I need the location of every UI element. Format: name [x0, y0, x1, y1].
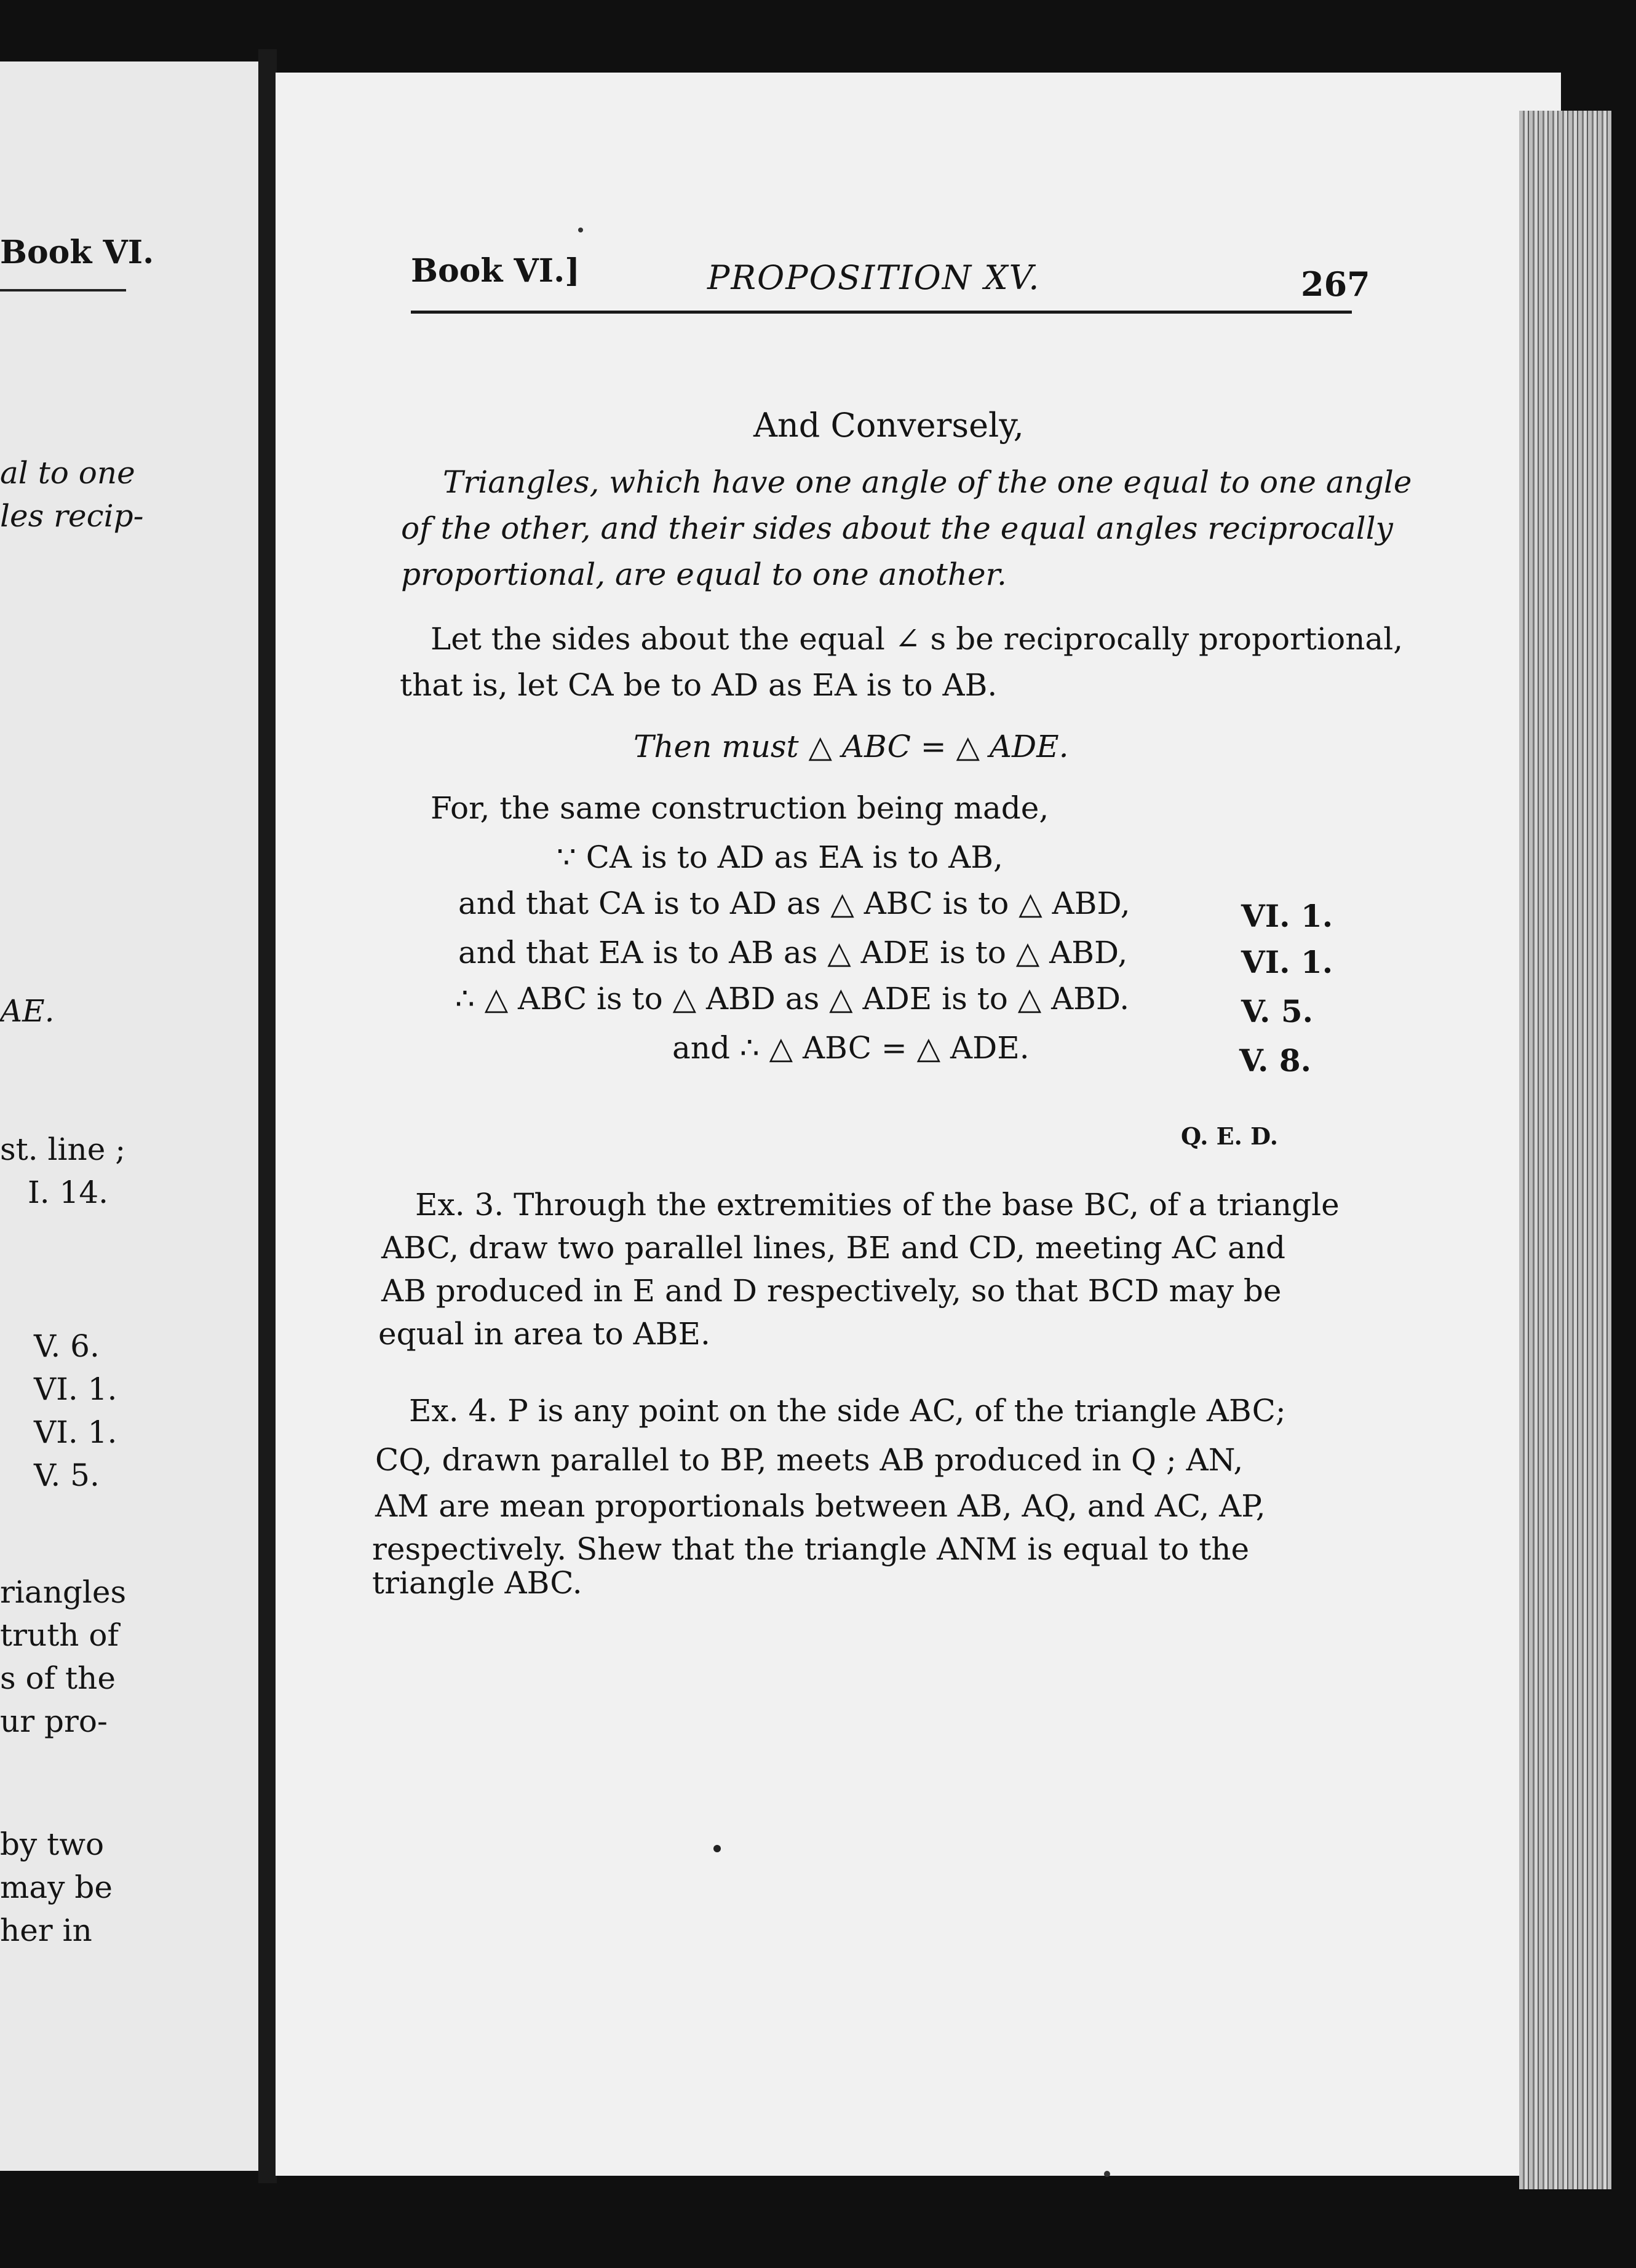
proof-step-reference: V. 5.: [1241, 993, 1314, 1029]
proof-step-reference: VI. 1.: [1241, 898, 1333, 934]
exercise-3-line: ABC, draw two parallel lines, BE and CD, meeting AC and: [381, 1230, 1285, 1266]
exercise-3-line: AB produced in E and D respectively, so that BCD may be: [381, 1273, 1282, 1309]
converse-heading: And Conversely,: [753, 406, 1024, 445]
exercise-3-line: equal in area to ABE.: [378, 1316, 710, 1352]
running-header-book: Book VI.]: [411, 252, 580, 290]
proof-step-reference: VI. 1.: [1241, 944, 1333, 980]
exercise-4-line: CQ, drawn parallel to BP, meets AB produced in Q ; AN,: [375, 1442, 1244, 1478]
exercise-4-line: respectively. Shew that the triangle ANM is equal to the: [372, 1531, 1250, 1567]
left-line: AE.: [0, 993, 55, 1029]
left-page-header: Book VI.: [0, 234, 154, 271]
proof-step: ∵ CA is to AD as EA is to AB,: [557, 839, 1003, 875]
speck: [578, 228, 583, 232]
main-page: [276, 73, 1561, 2176]
enunciation-line: proportional, are equal to one another.: [401, 557, 1007, 592]
left-line: her in: [0, 1913, 92, 1948]
left-line: riangles: [0, 1574, 127, 1610]
exercise-4-line: triangle ABC.: [372, 1565, 582, 1601]
left-line: by two: [0, 1826, 105, 1862]
proof-for-line: For, the same construction being made,: [431, 790, 1049, 826]
page-edge: [1519, 111, 1611, 2189]
proof-step: ∴ △ ABC is to △ ABD as △ ADE is to △ ABD.: [455, 981, 1130, 1017]
header-rule: [411, 311, 1352, 314]
left-line: V. 5.: [34, 1457, 100, 1493]
left-line: V. 6.: [34, 1328, 100, 1364]
left-line: I. 14.: [28, 1175, 109, 1210]
left-line: truth of: [0, 1617, 119, 1653]
book-gutter: [258, 49, 277, 2183]
qed: Q. E. D.: [1181, 1122, 1278, 1150]
left-page: [0, 61, 258, 2171]
proof-step-reference: V. 8.: [1239, 1042, 1312, 1079]
left-line: ur pro-: [0, 1703, 108, 1739]
enunciation-line: Triangles, which have one angle of the one equal to one angle: [443, 464, 1412, 500]
speck: [713, 1845, 721, 1852]
left-header-rule: [0, 289, 126, 291]
left-line: VI. 1.: [34, 1414, 117, 1450]
left-line: may be: [0, 1870, 113, 1905]
left-line: VI. 1.: [34, 1371, 117, 1407]
proof-intro-line: that is, let CA be to AD as EA is to AB.: [400, 667, 998, 703]
left-line: s of the: [0, 1660, 116, 1696]
proof-intro-line: Let the sides about the equal ∠ s be reciprocally proportional,: [431, 621, 1404, 657]
proof-step: and that CA is to AD as △ ABC is to △ ABD,: [458, 886, 1130, 921]
left-line: st. line ;: [0, 1132, 126, 1167]
proof-step: and ∴ △ ABC = △ ADE.: [672, 1030, 1030, 1066]
exercise-3-line: Ex. 3. Through the extremities of the base BC, of a triangle: [415, 1187, 1340, 1223]
page-number: 267: [1301, 264, 1370, 304]
exercise-4-line: AM are mean proportionals between AB, AQ, and AC, AP,: [375, 1488, 1266, 1524]
running-header-title: PROPOSITION XV.: [707, 258, 1041, 297]
left-line: les recip-: [0, 498, 144, 534]
proof-step: and that EA is to AB as △ ADE is to △ ABD,: [458, 935, 1128, 970]
left-line: al to one: [0, 455, 135, 491]
enunciation-line: of the other, and their sides about the equal angles reciprocally: [401, 510, 1393, 546]
exercise-4-line: Ex. 4. P is any point on the side AC, of the triangle ABC;: [409, 1393, 1286, 1429]
speck: [1104, 2171, 1110, 2177]
proof-then: Then must △ ABC = △ ADE.: [633, 729, 1069, 764]
